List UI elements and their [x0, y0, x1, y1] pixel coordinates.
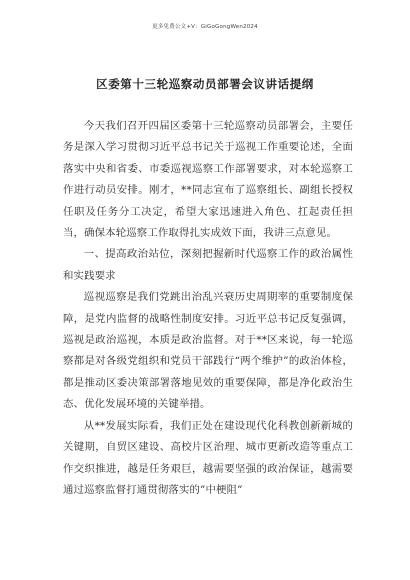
document-body [63, 116, 353, 501]
paragraph-intro: 今天我们召开四届区委第十三轮巡察动员部署会，主要任务是深入学习贯彻习近平总书记关于巡视工作重要论述，全面落实中央和省委、市委巡视巡察工作部署要求，对本轮巡察工作进行动员安排。刚才，**同志宣布了巡察组长、副组长授权任职及任务分工决定，希望大家迅速进入角色、扛起责任担当，确保本轮巡察工作取得扎实成效下面，我讲三点意见。 [63, 120, 353, 240]
paragraph-development-context: 从**发展实际看，我们正处在建设现代化科教创新新城的关键期，自贸区建设、高校片区治理、城市更新改造等重点工作交织推进，越是任务艰巨，越需要坚强的政治保证，越需要通过巡察监督打通贯彻落实的”中梗阻” [63, 419, 353, 496]
section-heading-1: 一、提高政治站位，深刻把握新时代巡察工作的政治属性和实践要求 [63, 248, 353, 282]
document-title: 区委第十三轮巡察动员部署会议讲话提纲 [96, 77, 314, 91]
header-note: 更多免费公文+V：GiGoGongWen2024 [152, 24, 258, 30]
paragraph-political-supervision: 巡视巡察是我们党跳出治乱兴衰历史周期率的重要制度保障，是党内监督的战略性制度安排。习近平总书记反复强调，巡视是政治巡视，本质是政治监督。对于**区来说，每一轮巡察都是对各级党组织和党员干部践行“两个维护”的政治体检，都是推动区委决策部署落地见效的重要保障，都是净化政治生态、优化发展环境的关键举措。 [63, 291, 353, 411]
